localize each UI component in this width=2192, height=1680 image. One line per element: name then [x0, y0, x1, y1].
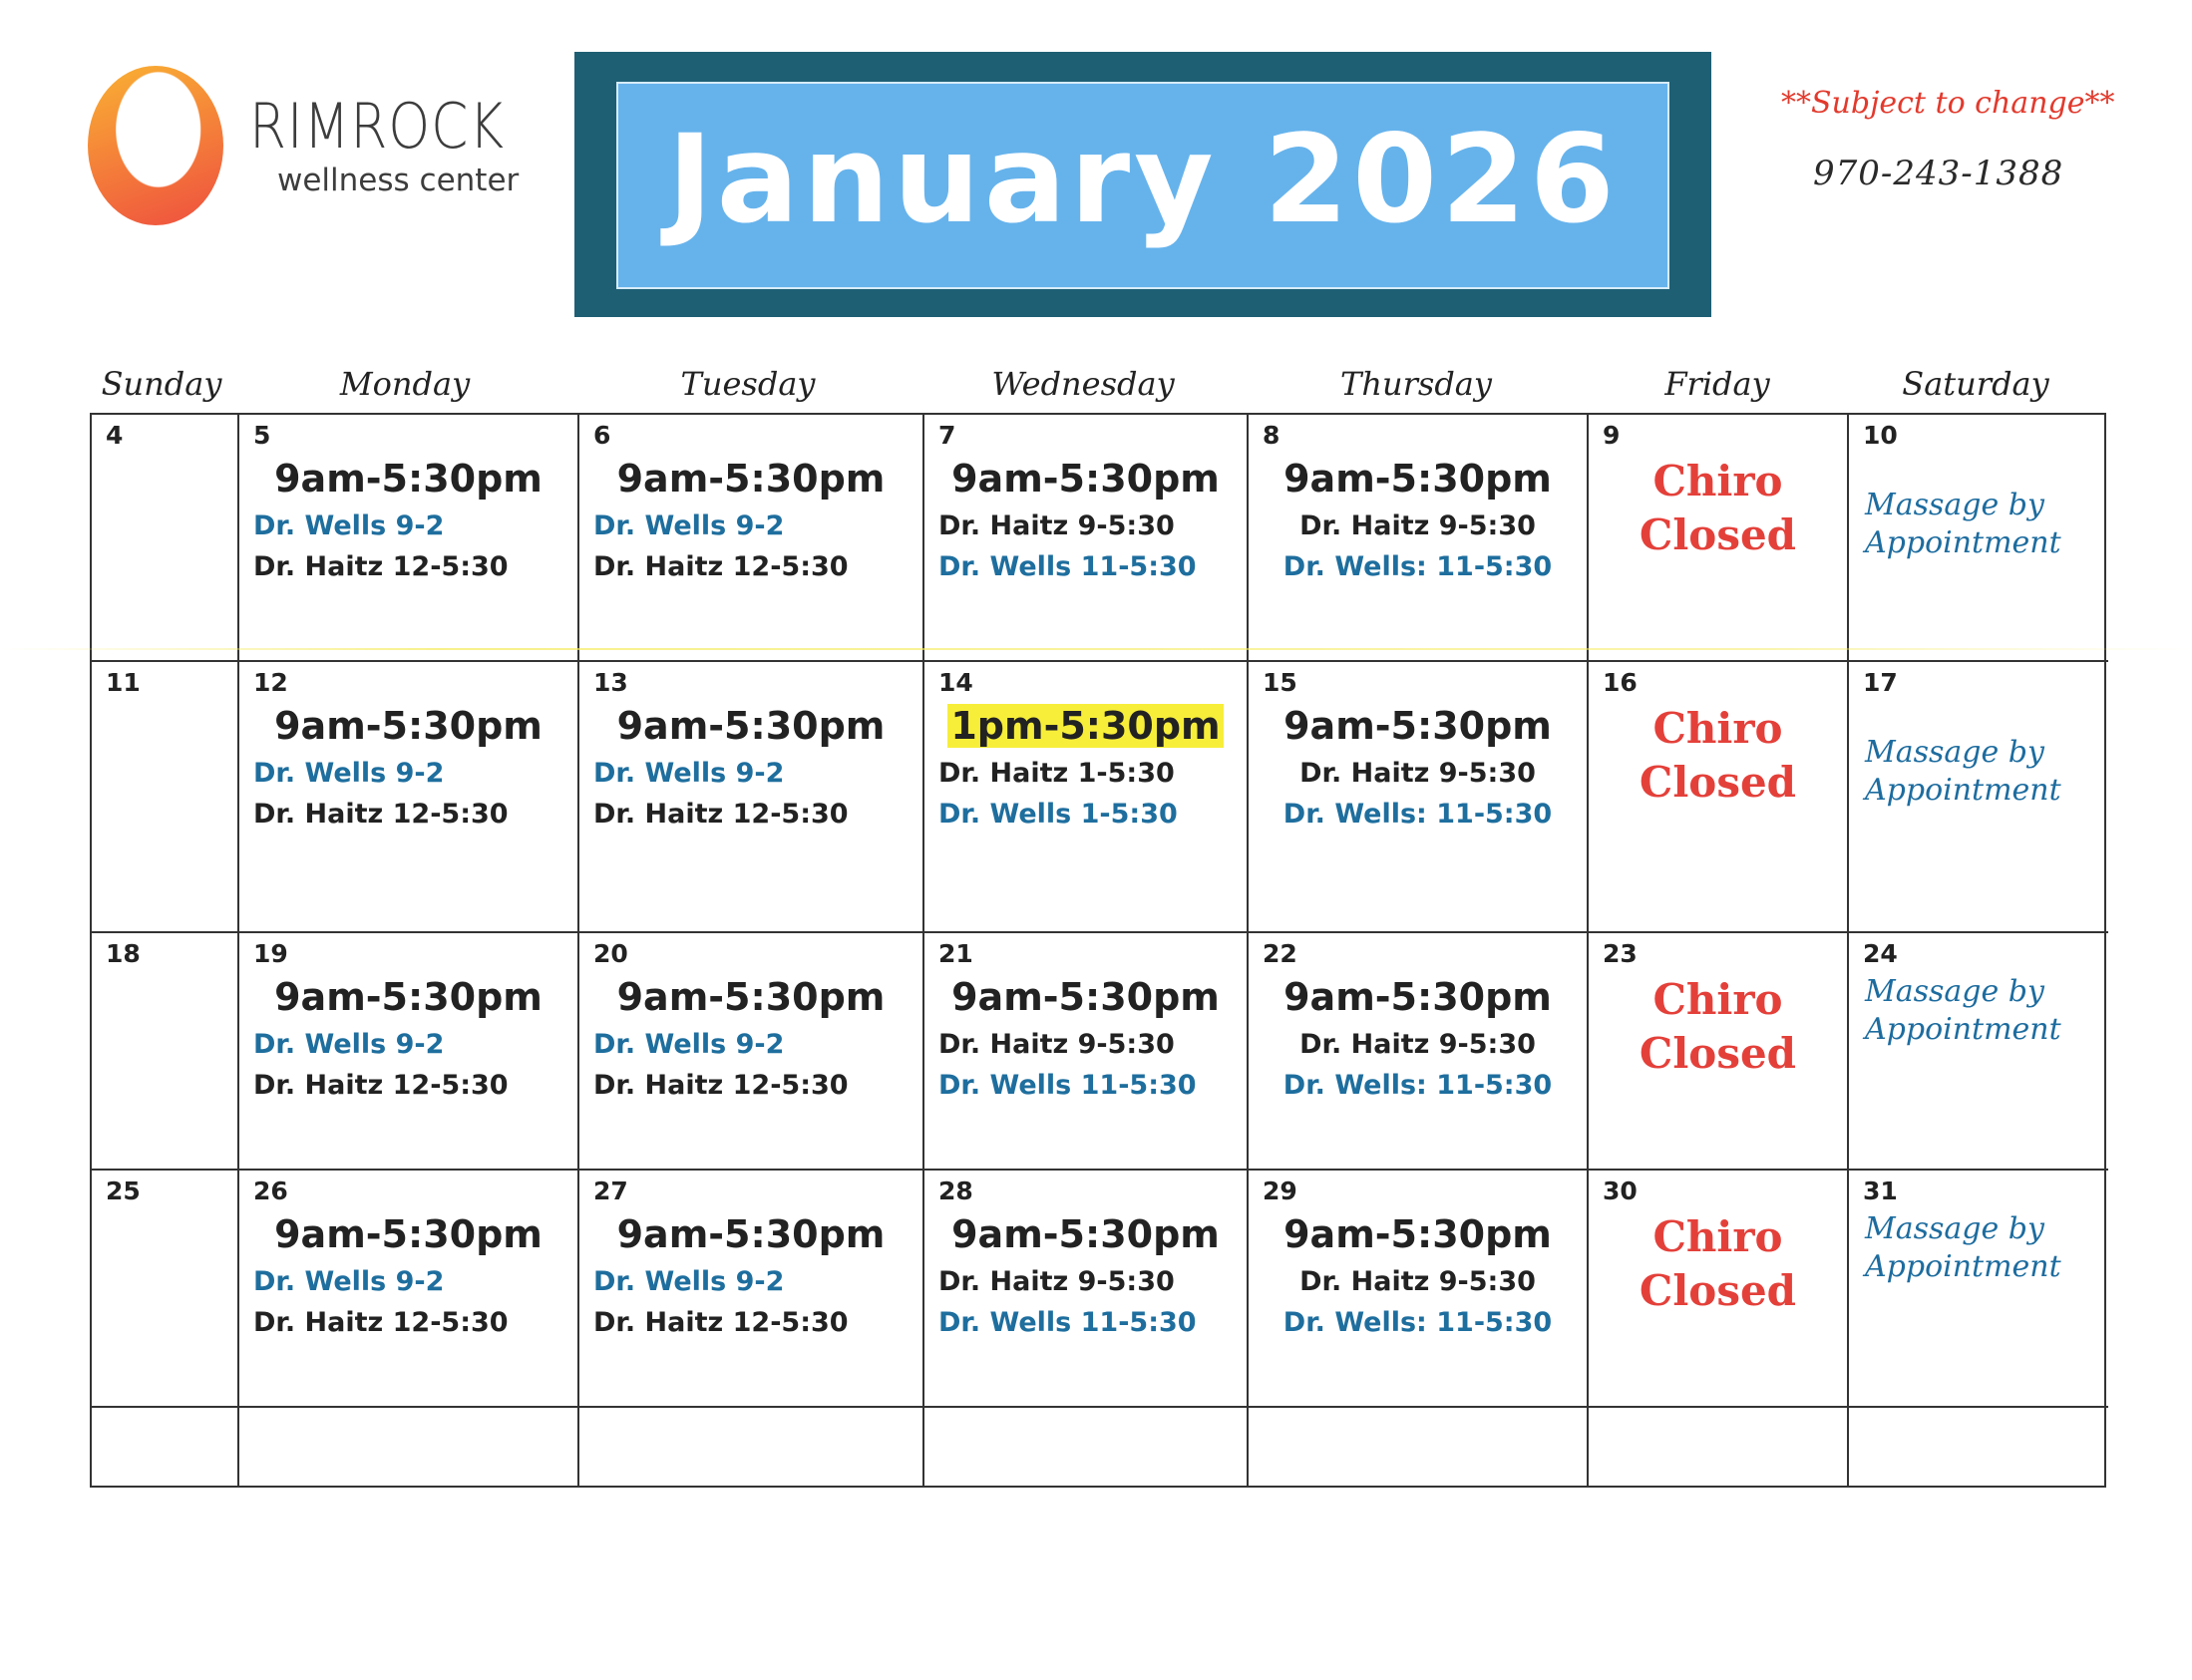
- office-hours: [579, 1212, 922, 1256]
- weekday-saturday: Saturday: [1902, 365, 2049, 403]
- massage-by-appointment: [1865, 734, 2061, 810]
- provider-line: Dr. Wells 9-2: [593, 1029, 785, 1060]
- day-cell-monday: [239, 662, 579, 933]
- office-hours: [1249, 457, 1587, 501]
- provider-line: Dr. Wells 9-2: [593, 758, 785, 789]
- day-cell-friday: [1589, 933, 1849, 1171]
- massage-by-appointment: [1865, 487, 2061, 562]
- day-cell-tuesday: [579, 415, 924, 662]
- day-cell-monday: [239, 933, 579, 1171]
- day-cell-saturday: [1849, 933, 2108, 1171]
- provider-line: Dr. Haitz 9-5:30: [938, 510, 1175, 541]
- empty-cell: [92, 1408, 239, 1487]
- day-number: 28: [938, 1176, 973, 1205]
- day-number: 11: [106, 668, 141, 697]
- provider-line: Dr. Haitz 12-5:30: [253, 799, 509, 830]
- provider-line: Dr. Wells 9-2: [253, 758, 445, 789]
- day-cell-sunday: [92, 933, 239, 1171]
- day-number: 20: [593, 939, 628, 968]
- appointment-line: Appointment: [1865, 1012, 2061, 1047]
- office-hours: [924, 1212, 1247, 1256]
- phone-number: 970-243-1388: [1813, 154, 2064, 193]
- office-hours: [239, 457, 577, 501]
- day-cell-wednesday: [924, 662, 1249, 933]
- office-hours-text: 9am-5:30pm: [616, 704, 886, 748]
- closed-label: Closed: [1639, 758, 1797, 807]
- day-number: 23: [1603, 939, 1638, 968]
- provider-line: Dr. Haitz 12-5:30: [593, 799, 849, 830]
- massage-line: Massage by: [1865, 974, 2044, 1009]
- day-cell-sunday: [92, 415, 239, 662]
- office-hours: [1249, 1212, 1587, 1256]
- provider-line: Dr. Wells 9-2: [253, 510, 445, 541]
- weekday-monday: Monday: [339, 365, 471, 403]
- provider-line: Dr. Wells: 11-5:30: [1282, 1070, 1553, 1101]
- office-hours-text: 9am-5:30pm: [1283, 704, 1552, 748]
- office-hours-text: 9am-5:30pm: [951, 975, 1220, 1019]
- chiro-closed-label: [1589, 973, 1847, 1081]
- day-number: 6: [593, 421, 611, 450]
- weekday-friday: Friday: [1664, 365, 1770, 403]
- calendar-grid: [90, 413, 2106, 1488]
- office-hours-text: 9am-5:30pm: [616, 975, 886, 1019]
- office-hours: [924, 457, 1247, 501]
- office-hours-text: 9am-5:30pm: [1283, 975, 1552, 1019]
- month-title-banner: [574, 52, 1711, 317]
- day-cell-monday: [239, 415, 579, 662]
- provider-line: Dr. Wells 9-2: [593, 510, 785, 541]
- office-hours-text: 9am-5:30pm: [616, 1212, 886, 1256]
- provider-line: Dr. Haitz 12-5:30: [253, 1070, 509, 1101]
- weekday-wednesday: Wednesday: [991, 365, 1175, 403]
- provider-line: Dr. Haitz 9-5:30: [1299, 1266, 1536, 1297]
- provider-line: Dr. Haitz 12-5:30: [593, 551, 849, 582]
- logo-ring-icon: [88, 66, 223, 225]
- provider-line: Dr. Haitz 1-5:30: [938, 758, 1175, 789]
- day-number: 26: [253, 1176, 288, 1205]
- day-cell-thursday: [1249, 662, 1589, 933]
- massage-line: Massage by: [1865, 1211, 2044, 1246]
- day-number: 5: [253, 421, 271, 450]
- day-cell-wednesday: [924, 1171, 1249, 1408]
- provider-line: Dr. Haitz 12-5:30: [593, 1070, 849, 1101]
- day-number: 19: [253, 939, 288, 968]
- chiro-label: Chiro: [1652, 704, 1783, 753]
- chiro-label: Chiro: [1652, 457, 1783, 505]
- provider-line: Dr. Wells 11-5:30: [938, 1070, 1197, 1101]
- provider-line: Dr. Wells: 11-5:30: [1282, 799, 1553, 830]
- office-hours-text: 9am-5:30pm: [951, 1212, 1220, 1256]
- day-cell-sunday: [92, 662, 239, 933]
- day-number: 24: [1863, 939, 1898, 968]
- provider-line: Dr. Haitz 12-5:30: [253, 551, 509, 582]
- day-number: 27: [593, 1176, 628, 1205]
- day-cell-friday: [1589, 662, 1849, 933]
- logo-name: RIMROCK: [249, 90, 506, 163]
- day-cell-tuesday: [579, 662, 924, 933]
- day-cell-thursday: [1249, 1171, 1589, 1408]
- office-hours: [1249, 704, 1587, 748]
- office-hours-text: 9am-5:30pm: [616, 457, 886, 501]
- office-hours-text: 9am-5:30pm: [274, 975, 543, 1019]
- day-number: 29: [1263, 1176, 1297, 1205]
- day-number: 18: [106, 939, 141, 968]
- day-number: 30: [1603, 1176, 1638, 1205]
- office-hours-text: 9am-5:30pm: [951, 457, 1220, 501]
- chiro-label: Chiro: [1652, 1212, 1783, 1261]
- empty-cell: [239, 1408, 579, 1487]
- closed-label: Closed: [1639, 1029, 1797, 1078]
- office-hours: [924, 975, 1247, 1019]
- day-cell-friday: [1589, 1171, 1849, 1408]
- day-number: 16: [1603, 668, 1638, 697]
- office-hours: [924, 704, 1247, 748]
- day-cell-saturday: [1849, 1171, 2108, 1408]
- provider-line: Dr. Wells 11-5:30: [938, 1307, 1197, 1338]
- provider-line: Dr. Wells 9-2: [593, 1266, 785, 1297]
- logo-subtitle: wellness center: [277, 163, 520, 198]
- provider-line: Dr. Wells 9-2: [253, 1266, 445, 1297]
- month-title-panel: [616, 82, 1669, 289]
- empty-cell: [1249, 1408, 1589, 1487]
- empty-cell: [1589, 1408, 1849, 1487]
- appointment-line: Appointment: [1865, 773, 2061, 808]
- chiro-closed-label: [1589, 455, 1847, 562]
- day-number: 14: [938, 668, 973, 697]
- provider-line: Dr. Wells 1-5:30: [938, 799, 1178, 830]
- office-hours-text: 1pm-5:30pm: [947, 704, 1223, 748]
- day-cell-sunday: [92, 1171, 239, 1408]
- scan-mark: [0, 648, 2192, 650]
- provider-line: Dr. Haitz 12-5:30: [593, 1307, 849, 1338]
- day-cell-wednesday: [924, 415, 1249, 662]
- provider-line: Dr. Haitz 9-5:30: [1299, 510, 1536, 541]
- office-hours: [579, 704, 922, 748]
- day-number: 9: [1603, 421, 1621, 450]
- massage-by-appointment: [1865, 1210, 2061, 1286]
- provider-line: Dr. Haitz 9-5:30: [1299, 1029, 1536, 1060]
- provider-line: Dr. Wells 9-2: [253, 1029, 445, 1060]
- office-hours: [1249, 975, 1587, 1019]
- subject-to-change-note: **Subject to change**: [1781, 86, 2115, 121]
- weekday-tuesday: Tuesday: [680, 365, 816, 403]
- empty-cell: [1849, 1408, 2108, 1487]
- provider-line: Dr. Haitz 9-5:30: [938, 1266, 1175, 1297]
- day-number: 13: [593, 668, 628, 697]
- provider-line: Dr. Haitz 9-5:30: [938, 1029, 1175, 1060]
- day-number: 15: [1263, 668, 1297, 697]
- massage-by-appointment: [1865, 973, 2061, 1049]
- office-hours-text: 9am-5:30pm: [274, 1212, 543, 1256]
- day-cell-tuesday: [579, 933, 924, 1171]
- day-number: 4: [106, 421, 124, 450]
- day-cell-saturday: [1849, 415, 2108, 662]
- provider-line: Dr. Wells: 11-5:30: [1282, 551, 1553, 582]
- chiro-closed-label: [1589, 702, 1847, 810]
- day-number: 17: [1863, 668, 1898, 697]
- day-cell-wednesday: [924, 933, 1249, 1171]
- day-cell-friday: [1589, 415, 1849, 662]
- office-hours-text: 9am-5:30pm: [274, 457, 543, 501]
- weekday-thursday: Thursday: [1340, 365, 1492, 403]
- appointment-line: Appointment: [1865, 525, 2061, 560]
- office-hours-text: 9am-5:30pm: [1283, 1212, 1552, 1256]
- provider-line: Dr. Haitz 9-5:30: [1299, 758, 1536, 789]
- chiro-closed-label: [1589, 1210, 1847, 1318]
- day-cell-thursday: [1249, 933, 1589, 1171]
- office-hours-text: 9am-5:30pm: [1283, 457, 1552, 501]
- day-number: 21: [938, 939, 973, 968]
- day-number: 31: [1863, 1176, 1898, 1205]
- provider-line: Dr. Wells: 11-5:30: [1282, 1307, 1553, 1338]
- chiro-label: Chiro: [1652, 975, 1783, 1024]
- office-hours-text: 9am-5:30pm: [274, 704, 543, 748]
- day-cell-monday: [239, 1171, 579, 1408]
- massage-line: Massage by: [1865, 735, 2044, 770]
- office-hours: [239, 1212, 577, 1256]
- day-number: 7: [938, 421, 956, 450]
- day-cell-thursday: [1249, 415, 1589, 662]
- day-cell-tuesday: [579, 1171, 924, 1408]
- office-hours: [579, 457, 922, 501]
- day-number: 25: [106, 1176, 141, 1205]
- massage-line: Massage by: [1865, 488, 2044, 522]
- office-hours: [579, 975, 922, 1019]
- office-hours: [239, 975, 577, 1019]
- office-hours: [239, 704, 577, 748]
- provider-line: Dr. Haitz 12-5:30: [253, 1307, 509, 1338]
- closed-label: Closed: [1639, 510, 1797, 559]
- weekday-sunday: Sunday: [101, 365, 222, 403]
- empty-cell: [579, 1408, 924, 1487]
- closed-label: Closed: [1639, 1266, 1797, 1315]
- day-number: 12: [253, 668, 288, 697]
- day-number: 22: [1263, 939, 1297, 968]
- empty-cell: [924, 1408, 1249, 1487]
- provider-line: Dr. Wells 11-5:30: [938, 551, 1197, 582]
- day-number: 10: [1863, 421, 1898, 450]
- rimrock-logo: [88, 66, 527, 235]
- appointment-line: Appointment: [1865, 1249, 2061, 1284]
- month-title: January 2026: [667, 109, 1619, 250]
- day-number: 8: [1263, 421, 1280, 450]
- day-cell-saturday: [1849, 662, 2108, 933]
